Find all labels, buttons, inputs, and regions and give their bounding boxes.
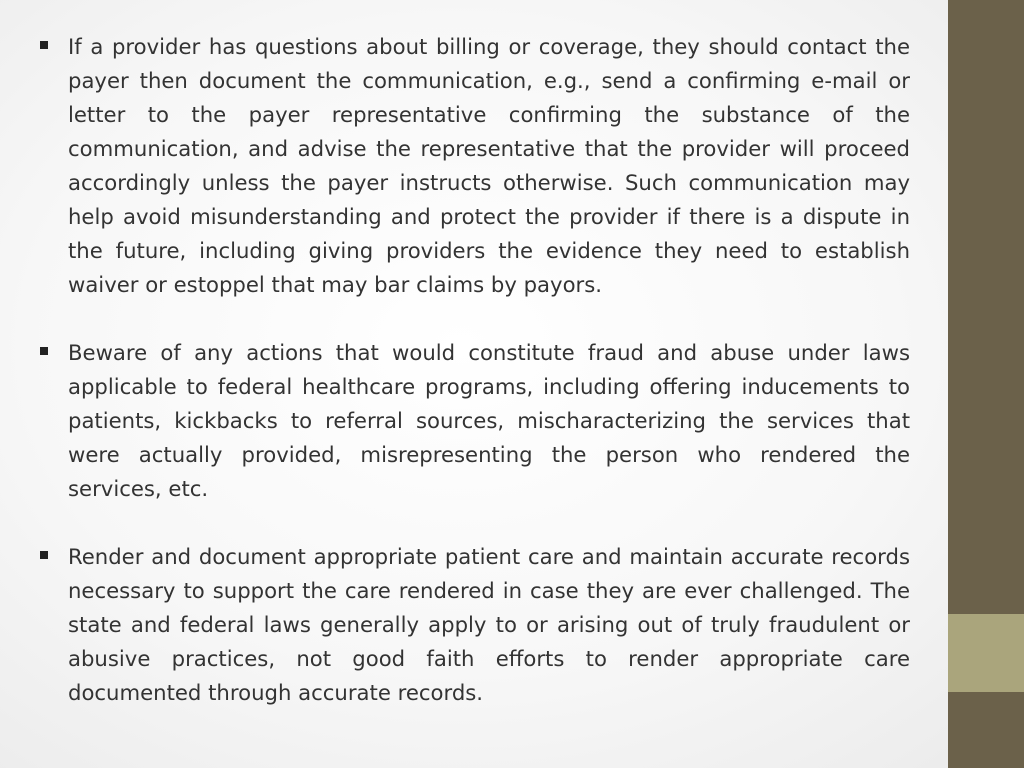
bullet-text: Render and document appropriate patient care and maintain accurate records necessary to support the care rendered in case they are ever challenged. The state and federal laws generally apply to or arising out of truly fraudulent or abusive practices, not good faith efforts to render appropriate care documented through accurate records. bbox=[68, 544, 910, 705]
bullet-item bbox=[40, 336, 910, 506]
bullet-item bbox=[40, 540, 910, 710]
square-bullet-icon bbox=[40, 551, 48, 559]
sidebar-accent-block bbox=[948, 614, 1024, 692]
bullet-text: If a provider has questions about billing or coverage, they should contact the payer then document the communication, e.g., send a confirming e-mail or letter to the payer representative confirming the substance of the communication, and advise the representative that the provider will proceed accordingly unless the payer instructs otherwise. Such communication may help avoid misunderstanding and protect the provider if there is a dispute in the future, including giving providers the evidence they need to establish waiver or estoppel that may bar claims by payors. bbox=[68, 34, 910, 297]
bullet-item bbox=[40, 30, 910, 302]
bullet-list bbox=[40, 30, 910, 744]
square-bullet-icon bbox=[40, 41, 48, 49]
bullet-text: Beware of any actions that would constitute fraud and abuse under laws applicable to federal healthcare programs, including offering inducements to patients, kickbacks to referral sources, mischaracterizing the services that were actually provided, misrepresenting the person who rendered the services, etc. bbox=[68, 340, 910, 501]
square-bullet-icon bbox=[40, 347, 48, 355]
decorative-sidebar bbox=[948, 0, 1024, 768]
